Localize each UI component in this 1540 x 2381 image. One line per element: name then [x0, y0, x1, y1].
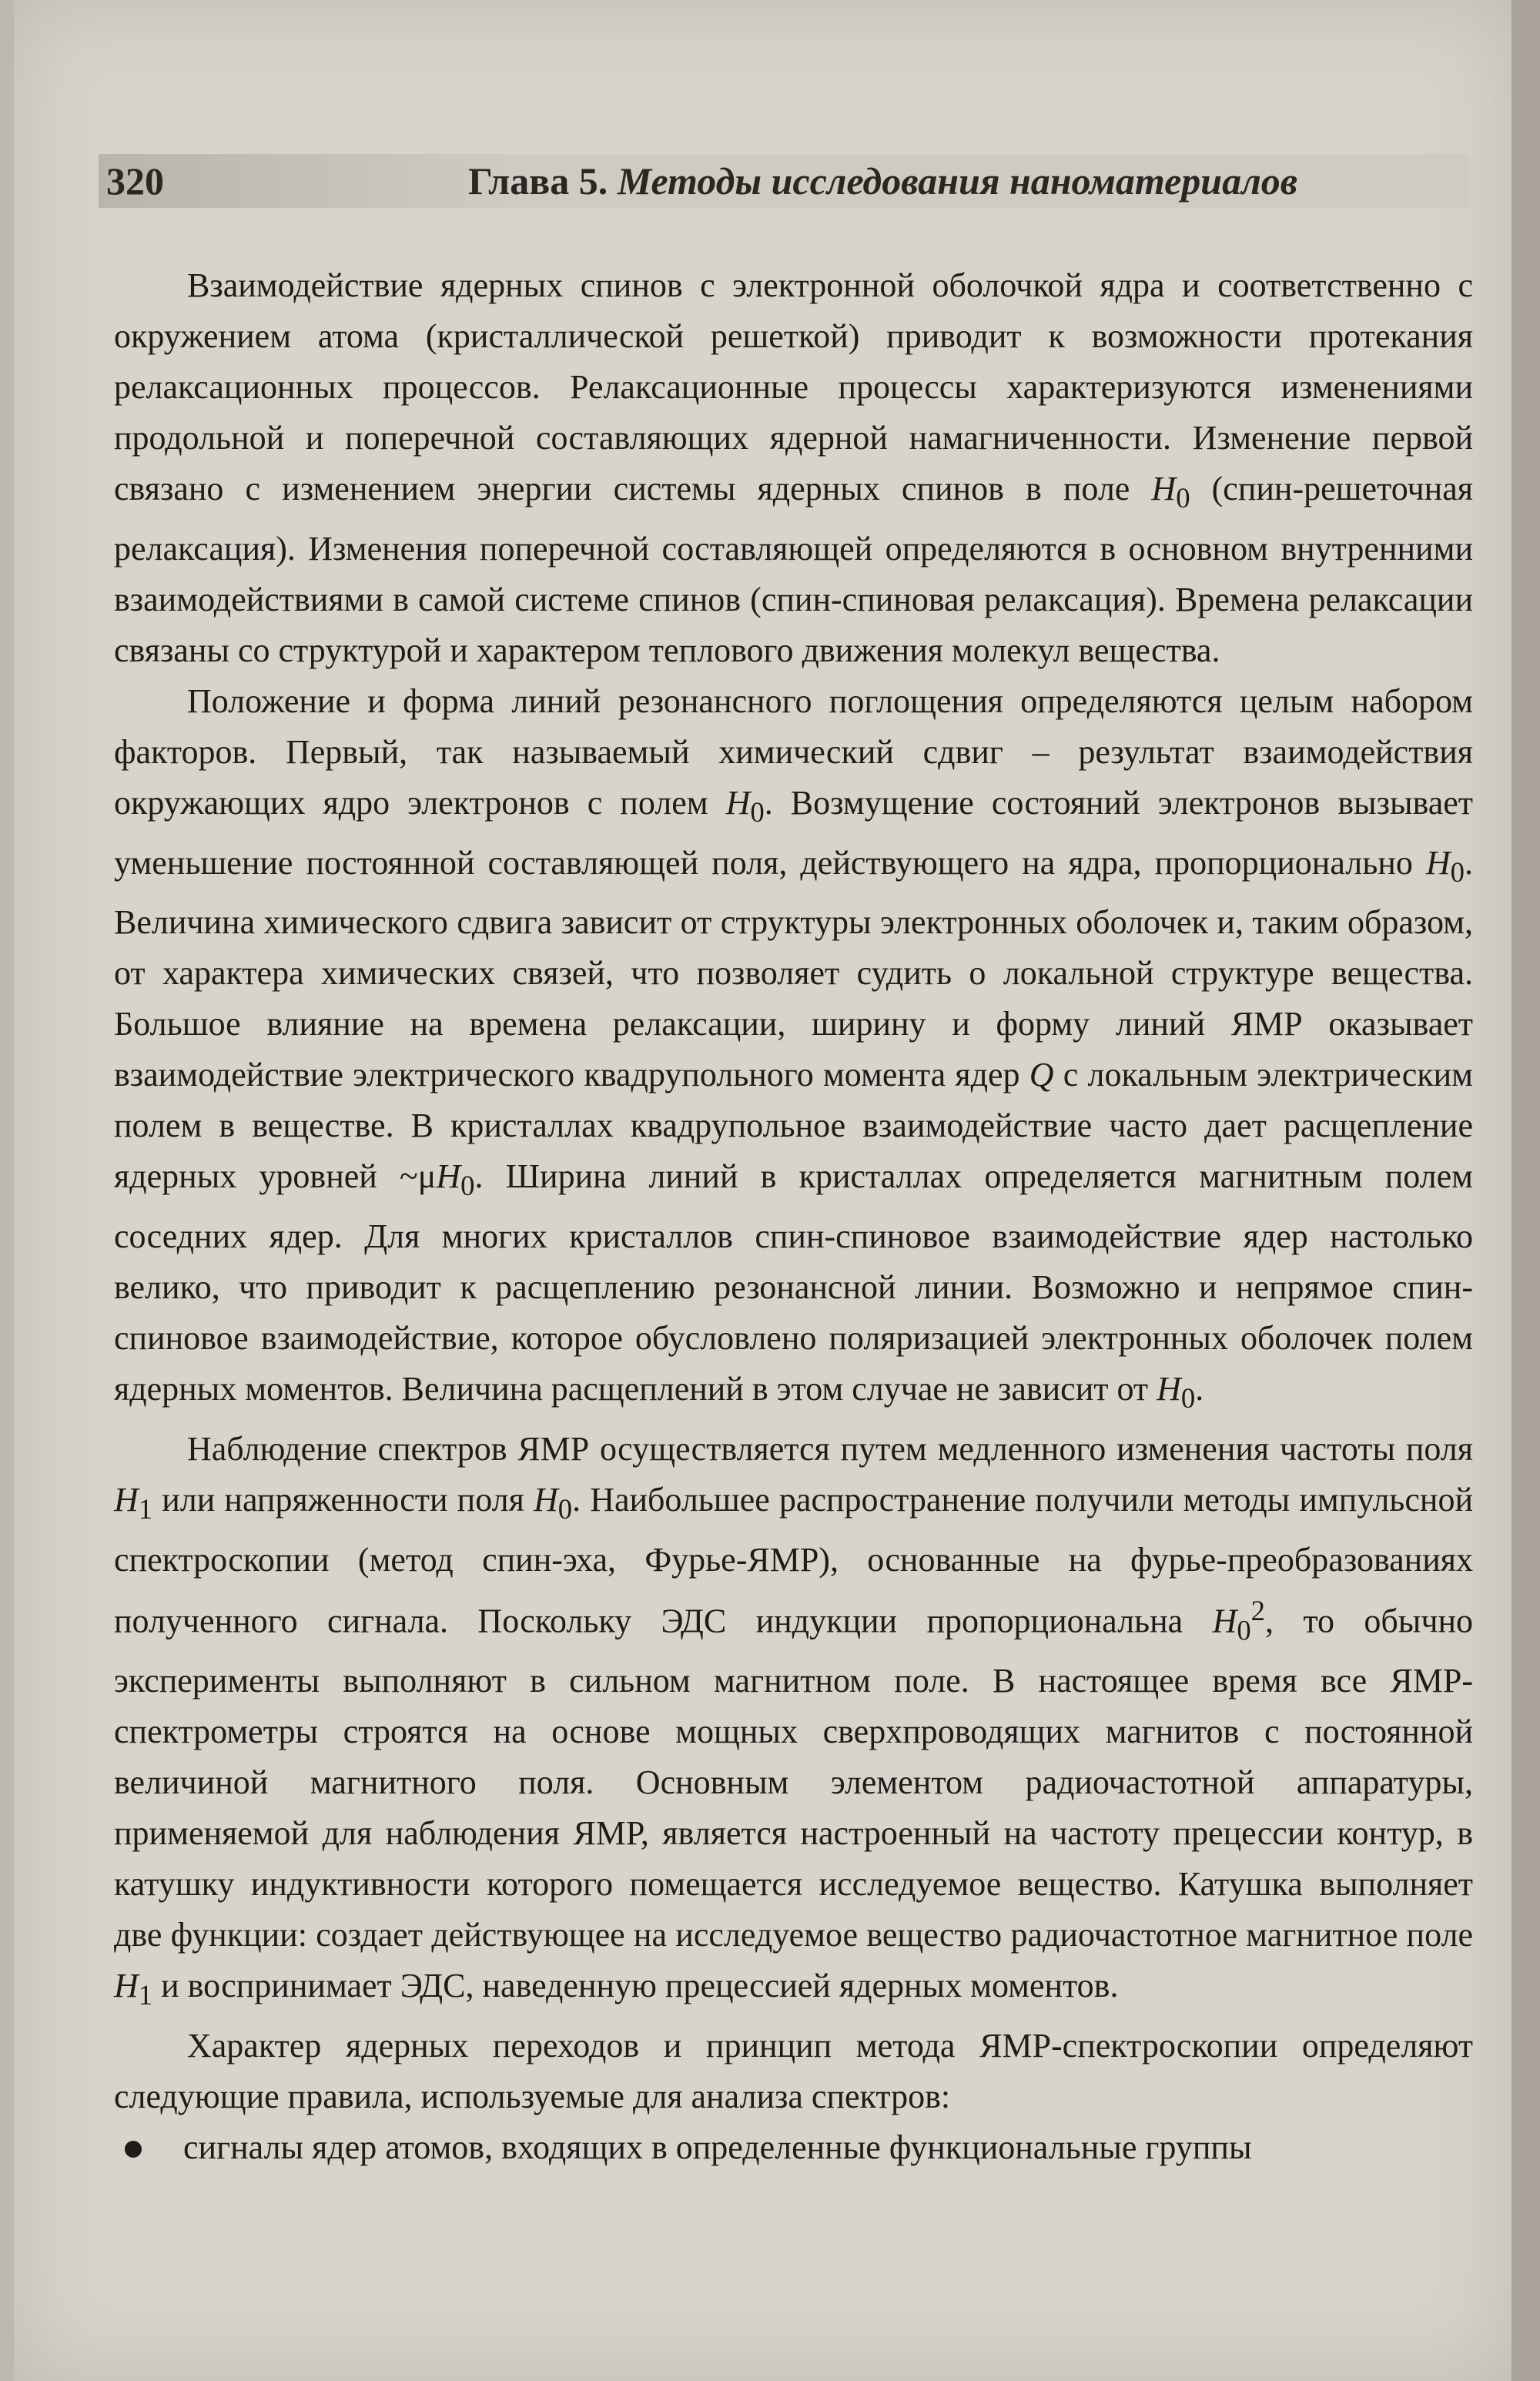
body-text	[114, 260, 1473, 2173]
bullet-dot-icon	[125, 2141, 142, 2158]
running-head	[468, 159, 1297, 203]
chapter-title: Методы исследования наноматериалов	[617, 159, 1298, 203]
paragraph-1: Взаимодействие ядерных спинов с электронной оболочкой ядра и соответственно с окружением атома (кристаллической решеткой) приводит к возможности протекания релаксационных процессов. Релаксационные процессы характеризуются изменениями продольной и поперечной составляющих ядерной намагниченности. Изменение первой связано с изменением энергии системы ядерных спинов в поле $H_0$ (спин-решеточная релаксация). Изменения поперечной составляющей определяются в основном внутренними взаимодействиями в самой системе спинов (спин-спиновая релаксация). Времена релаксации связаны со структурой и характером теплового движения молекул вещества.	[114, 266, 1474, 669]
bullet-text: сигналы ядер атомов, входящих в определенные функциональные группы	[183, 2128, 1252, 2167]
paragraph-2: Положение и форма линий резонансного поглощения определяются целым набором факторов. Первый, так называемый химический сдвиг – результат взаимодействия окружающих ядро электронов с полем $H_0$. Возмущение состояний электронов вызывает уменьшение постоянной составляющей поля, действующего на ядра, пропорционально $H_0$. Величина химического сдвига зависит от структуры электронных оболочек и, таким образом, от характера химических связей, что позволяет судить о локальной структуре вещества. Большое влияние на времена релаксации, ширину и форму линий ЯМР оказывает взаимодействие электрического квадрупольного момента ядер Q с локальным электрическим полем в веществе. В кристаллах квадрупольное взаимодействие часто дает расщепление ядерных уровней $\sim\mu H_0$. Ширина линий в кристаллах определяется магнитным полем соседних ядер. Для многих кристаллов спин-спиновое взаимодействие ядер настолько велико, что приводит к расщеплению резонансной линии. Возможно и непрямое спин-спиновое взаимодействие, которое обусловлено поляризацией электронных оболочек полем ядерных моментов. Величина расщеплений в этом случае не зависит от $H_0$.	[114, 681, 1473, 1414]
page-edge	[1512, 0, 1540, 2381]
chapter-label: Глава 5.	[468, 159, 608, 203]
page-number: 320	[106, 159, 164, 203]
bullet-item	[114, 2122, 1473, 2173]
book-page	[14, 0, 1512, 2381]
paragraph-3: Наблюдение спектров ЯМР осуществляется путем медленного изменения частоты поля $H_1$ или напряженности поля $H_0$. Наибольшее распространение получили методы импульсной спектроскопии (метод спин-эха, Фурье-ЯМР), основанные на фурье-преобразованиях полученного сигнала. Поскольку ЭДС индукции пропорциональна $H_0^2$, то обычно эксперименты выполняют в сильном магнитном поле. В настоящее время все ЯМР-спектрометры строятся на основе мощных сверхпроводящих магнитов с постоянной величиной магнитного поля. Основным элементом радиочастотной аппаратуры, применяемой для наблюдения ЯМР, является настроенный на частоту прецессии контур, в катушку индуктивности которого помещается исследуемое вещество. Катушка выполняет две функции: создает действующее на исследуемое вещество радиочастотное магнитное поле $H_1$ и воспринимает ЭДС, наведенную прецессией ядерных моментов.	[114, 1429, 1473, 2011]
paragraph-4: Характер ядерных переходов и принцип метода ЯМР-спектроскопии определяют следующие правила, используемые для анализа спектров:	[114, 2027, 1473, 2116]
